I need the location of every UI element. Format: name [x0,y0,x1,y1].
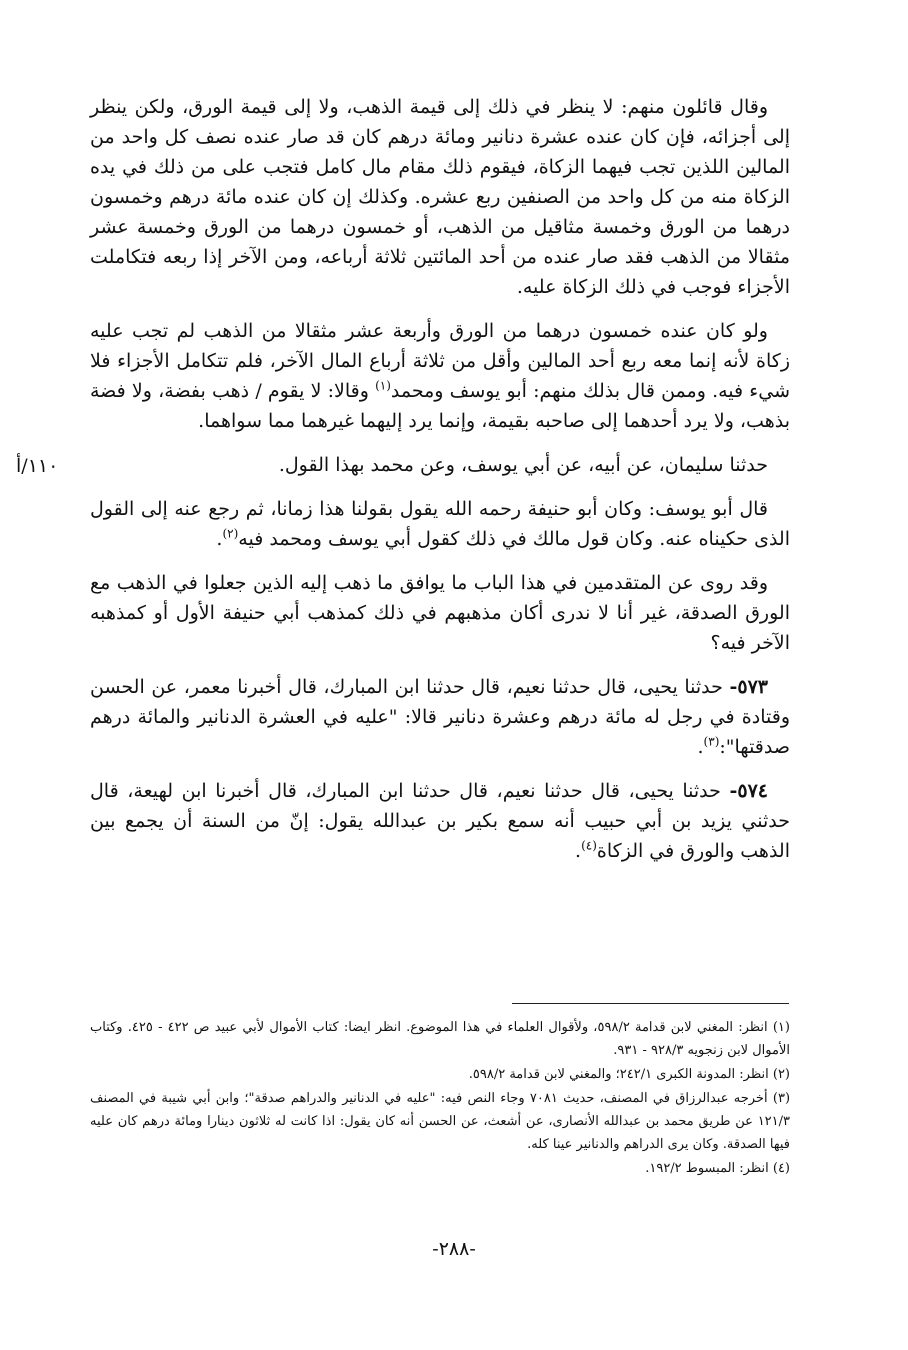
hadith-573-text-b: . [697,736,704,758]
footnote-4: (٤) انظر: المبسوط ١٩٢/٢. [645,1161,790,1176]
footnote-ref-3[interactable]: (٣) [703,734,720,749]
paragraph-4-text-b: . [216,528,223,550]
manuscript-folio-note: ١١٠/أ [16,455,59,477]
hadith-574-text-a: حدثنا يحيى، قال حدثنا نعيم، قال حدثنا ابن المبارك، قال أخبرنا ابن لهيعة، قال حدثني يزيد بن أبي حبيب أنه سمع بكير بن عبدالله يقول: إنّ من السنة أن يجمع بين الذهب والورق في الزكاة [90,780,790,862]
footnotes [90,1016,790,1181]
footnote-ref-4[interactable]: (٤) [581,838,597,853]
hadith-574-text-b: . [575,840,582,862]
paragraph-5 [90,568,790,658]
footnote-1: (١) انظر: المغني لابن قدامة ٥٩٨/٢، ولأقوال العلماء في هذا الموضوع. انظر ايضا: كتاب الأموال لأبي عبيد ص ٤٢٢ - ٤٢٥. وكتاب الأموال لابن زنجويه ٩٢٨/٣ - ٩٣١. [90,1020,790,1058]
page-number: -٢٨٨- [432,1238,476,1260]
paragraph-1-text: وقال قائلون منهم: لا ينظر في ذلك إلى قيمة الذهب، ولا إلى قيمة الورق، ولكن ينظر إلى أجزائه، فإن كان عنده عشرة دنانير ومائة درهم كان قد صار عنده نصف كل واحد من المالين اللذين تجب فيهما الزكاة، فيقوم ذلك مقام مال كامل فتجب على من ذلك في يده الزكاة منه من كل واحد من الصنفين ربع عشره. وكذلك إن كان عنده مائة درهم وخمسون درهما من الورق وخمسة مثاقيل من الذهب، أو خمسون درهما من الورق وخمسة عشر مثقالا من الذهب فقد صار عنده من أحد المائتين ثلاثة أرباعه، ومن الآخر إذا ربعه فتكاملت الأجزاء فوجب في ذلك الزكاة عليه. [90,96,790,298]
main-text [90,92,790,880]
hadith-number-573: ٥٧٣- [729,676,768,698]
hadith-number-574: ٥٧٤- [729,780,768,802]
paragraph-2-text-a: ولو كان عنده خمسون درهما من الورق وأربعة عشر مثقالا من الذهب لم تجب عليه زكاة لأنه إنما معه ربع أحد المالين وأقل من ثلاثة أرباع المال الآخر، فلم تتكامل الأجزاء فلا شيء فيه. وممن قال بذلك منهم: أبو يوسف ومحمد [90,320,790,402]
paragraph-4-text-a: قال أبو يوسف: وكان أبو حنيفة رحمه الله يقول بقولنا هذا زمانا، ثم رجع عنه إلى القول الذى حكيناه عنه. وكان قول مالك في ذلك كقول أبي يوسف ومحمد فيه [90,498,790,550]
footnote-ref-1[interactable]: (١) [375,378,391,393]
paragraph-3 [90,450,790,480]
footnote-divider [512,1003,789,1004]
paragraph-4 [90,494,790,554]
paragraph-3-text: حدثنا سليمان، عن أبيه، عن أبي يوسف، وعن محمد بهذا القول. [278,454,768,476]
hadith-573 [90,672,790,762]
hadith-573-text-a: حدثنا يحيى، قال حدثنا نعيم، قال حدثنا ابن المبارك، قال أخبرنا معمر، عن الحسن وقتادة في رجل له مائة درهم وعشرة دنانير قالا: "عليه في العشرة الدنانير والمائة درهم صدقتها": [90,676,790,758]
footnote-2: (٢) انظر: المدونة الكبرى ٢٤٢/١؛ والمغني لابن قدامة ٥٩٨/٢. [468,1067,790,1082]
paragraph-5-text: وقد روى عن المتقدمين في هذا الباب ما يوافق ما ذهب إليه الذين جعلوا في الذهب مع الورق الصدقة، غير أنا لا ندرى أكان مذهبهم في ذلك كمذهب أبي حنيفة الأول أو كمذهبه الآخر فيه؟ [90,572,790,654]
paragraph-1 [90,92,790,302]
paragraph-2-text-b: وقالا: لا يقوم / ذهب بفضة، ولا فضة بذهب، ولا يرد أحدهما إلى صاحبه بقيمة، وإنما يرد إليهما غيرهما مما سواهما. [90,380,790,432]
footnote-ref-2[interactable]: (٢) [222,526,239,541]
paragraph-2 [90,316,790,436]
footnote-3: (٣) أخرجه عبدالرزاق في المصنف، حديث ٧٠٨١ وجاء النص فيه: "عليه في الدنانير والدراهم صدقة"؛ وابن أبي شيبة في المصنف ١٢١/٣ عن طريق محمد بن عبدالله الأنصارى، عن أشعث، عن الحسن أنه كان يقول: اذا كانت له ثلاثون دينارا ومائة درهم كان عليه فيها الصدقة. وكان يرى الدراهم والدنانير عينا كله. [90,1091,791,1152]
hadith-574 [90,776,790,866]
